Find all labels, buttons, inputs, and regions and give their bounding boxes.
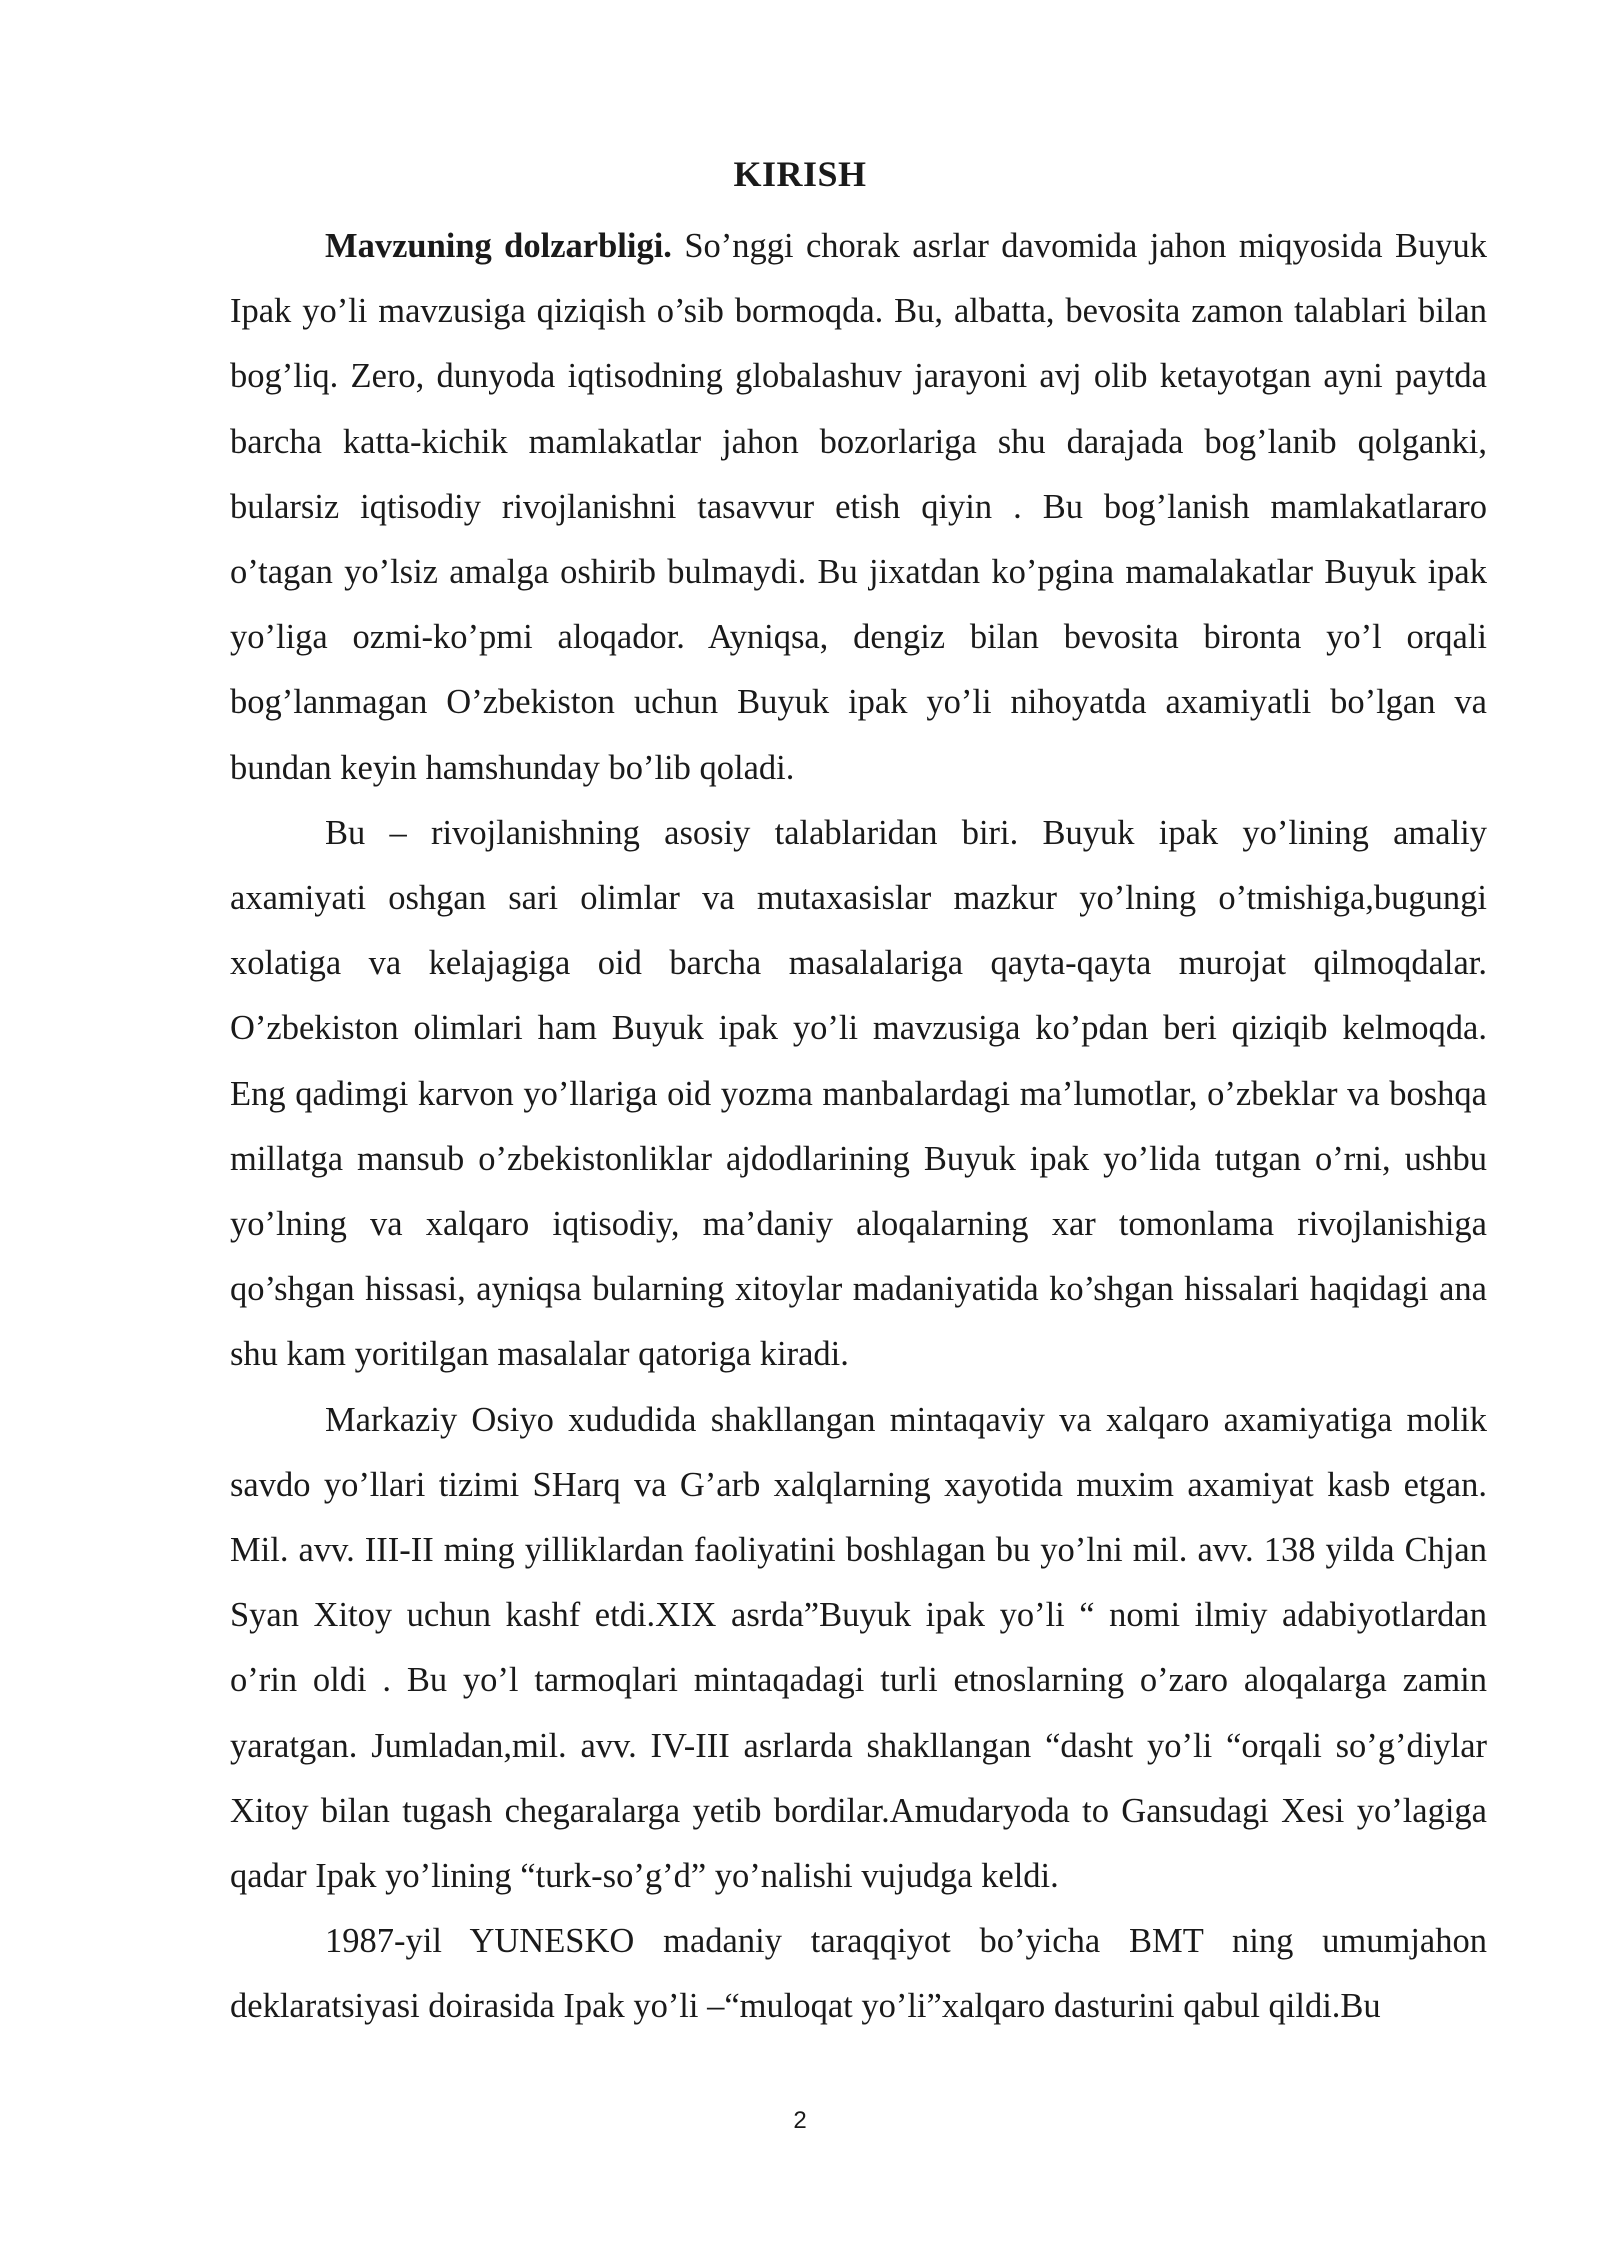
body-text xyxy=(230,214,1487,2040)
page-number: 2 xyxy=(793,2107,807,2134)
paragraph-text: 1987-yil YUNESKO madaniy taraqqiyot bo’yicha BMT ning umumjahon deklaratsiyasi doirasida Ipak yo’li –“muloqat yo’li”xalqaro dasturini qabul qildi.Bu xyxy=(230,1922,1487,2026)
paragraph-text: Markaziy Osiyo xududida shakllangan mintaqaviy va xalqaro axamiyatiga molik savdo yo’llari tizimi SHarq va G’arb xalqlarning xayotida muxim axamiyat kasb etgan. Mil. avv. III-II ming yilliklardan faoliyatini boshlagan bu yo’lni mil. avv. 138 yilda Chjan Syan Xitoy uchun kashf etdi.XIX asrda”Buyuk ipak yo’li “ nomi ilmiy adabiyotlardan o’rin oldi . Bu yo’l tarmoqlari mintaqadagi turli etnoslarning o’zaro aloqalarga zamin yaratgan. Jumladan,mil. avv. IV-III asrlarda shakllangan “dasht yo’li “orqali so’g’diylar Xitoy bilan tugash chegaralarga yetib bordilar.Amudaryoda to Gansudagi Xesi yo’lagiga qadar Ipak yo’lining “turk-so’g’d” yo’nalishi vujudga keldi. xyxy=(230,1400,1487,1896)
paragraph-3 xyxy=(230,1388,1487,1910)
paragraph-text: So’nggi chorak asrlar davomida jahon miqyosida Buyuk Ipak yo’li mavzusiga qiziqish o’sib bormoqda. Bu, albatta, bevosita zamon talablari bilan bog’liq. Zero, dunyoda iqtisodning globalashuv jarayoni avj olib ketayotgan ayni paytda barcha katta-kichik mamlakatlar jahon bozorlariga shu darajada bog’lanib qolganki, bularsiz iqtisodiy rivojlanishni tasavvur etish qiyin . Bu bog’lanish mamlakatlararo o’tagan yo’lsiz amalga oshirib bulmaydi. Bu jixatdan ko’pgina mamalakatlar Buyuk ipak yo’liga ozmi-ko’pmi aloqador. Ayniqsa, dengiz bilan bevosita bironta yo’l orqali bog’lanmagan O’zbekiston uchun Buyuk ipak yo’li nihoyatda axamiyatli bo’lgan va bundan keyin hamshunday bo’lib qoladi. xyxy=(230,227,1487,787)
page-title: KIRISH xyxy=(733,154,867,194)
paragraph-2 xyxy=(230,801,1487,1388)
paragraph-4 xyxy=(230,1909,1487,2039)
paragraph-lead: Mavzuning dolzarbligi. xyxy=(325,227,672,265)
paragraph-text: Bu – rivojlanishning asosiy talablaridan biri. Buyuk ipak yo’lining amaliy axamiyati oshgan sari olimlar va mutaxasislar mazkur yo’lning o’tmishiga,bugungi xolatiga va kelajagiga oid barcha masalalariga qayta-qayta murojat qilmoqdalar. O’zbekiston olimlari ham Buyuk ipak yo’li mavzusiga ko’pdan beri qiziqib kelmoqda. Eng qadimgi karvon yo’llariga oid yozma manbalardagi ma’lumotlar, o’zbeklar va boshqa millatga mansub o’zbekistonliklar ajdodlarining Buyuk ipak yo’lida tutgan o’rni, ushbu yo’lning va xalqaro iqtisodiy, ma’daniy aloqalarning xar tomonlama rivojlanishiga qo’shgan hissasi, ayniqsa bularning xitoylar madaniyatida ko’shgan hissalari haqidagi ana shu kam yoritilgan masalalar qatoriga kiradi. xyxy=(230,813,1487,1374)
paragraph-1 xyxy=(230,214,1487,801)
